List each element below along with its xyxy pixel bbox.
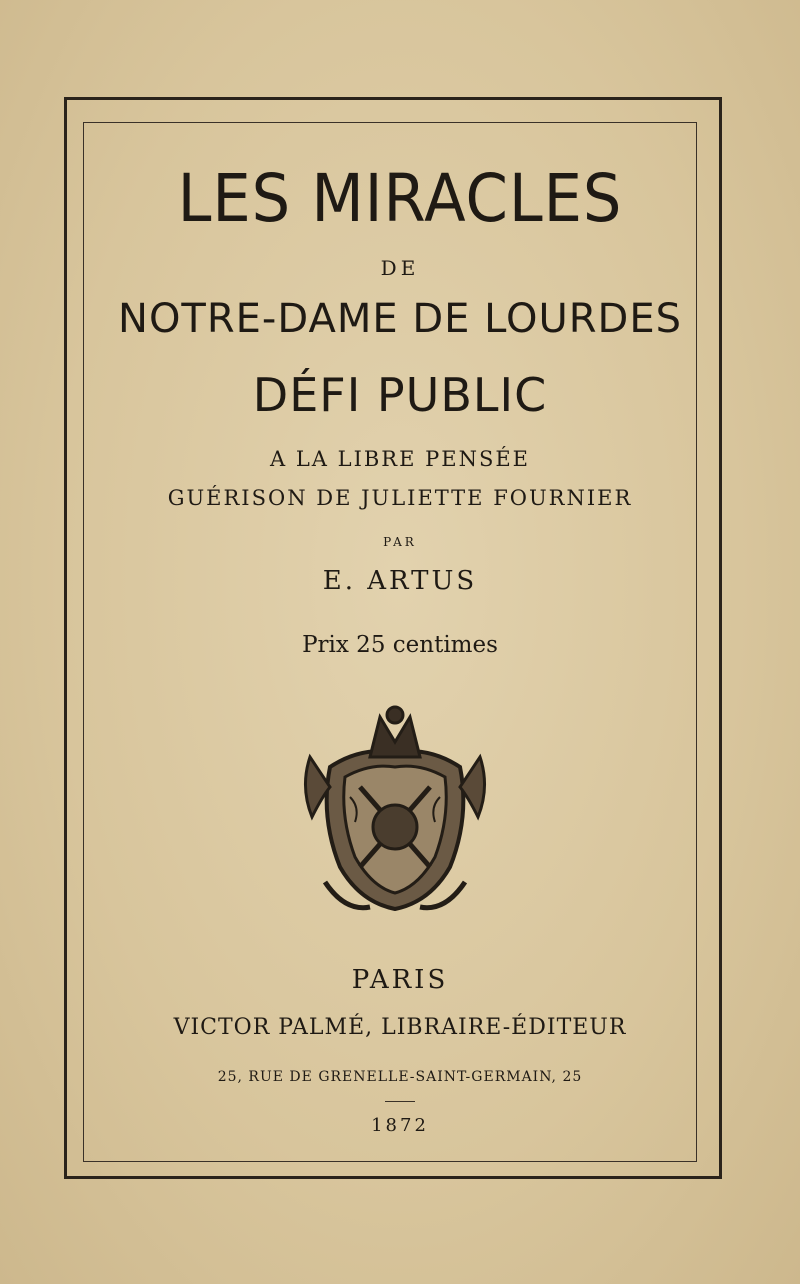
publication-year: 1872: [371, 1115, 429, 1136]
divider-rule: [385, 1101, 415, 1102]
challenge-heading: DÉFI PUBLIC: [252, 368, 548, 422]
publisher-line: VICTOR PALMÉ, LIBRAIRE-ÉDITEUR: [173, 1015, 627, 1040]
price-line: Prix 25 centimes: [302, 632, 498, 658]
address-line: 25, RUE DE GRENELLE-SAINT-GERMAIN, 25: [217, 1069, 583, 1085]
book-subtitle: NOTRE-DAME DE LOURDES: [118, 296, 682, 342]
author-name: E. ARTUS: [322, 566, 478, 596]
title-connector: DE: [380, 256, 420, 280]
addressee-line: A LA LIBRE PENSÉE: [270, 447, 530, 471]
healing-line: GUÉRISON DE JULIETTE FOURNIER: [167, 486, 633, 510]
book-title: LES MIRACLES: [177, 160, 623, 237]
printer-emblem-icon: [300, 697, 490, 925]
by-label: PAR: [383, 535, 417, 549]
city-name: PARIS: [351, 965, 449, 995]
